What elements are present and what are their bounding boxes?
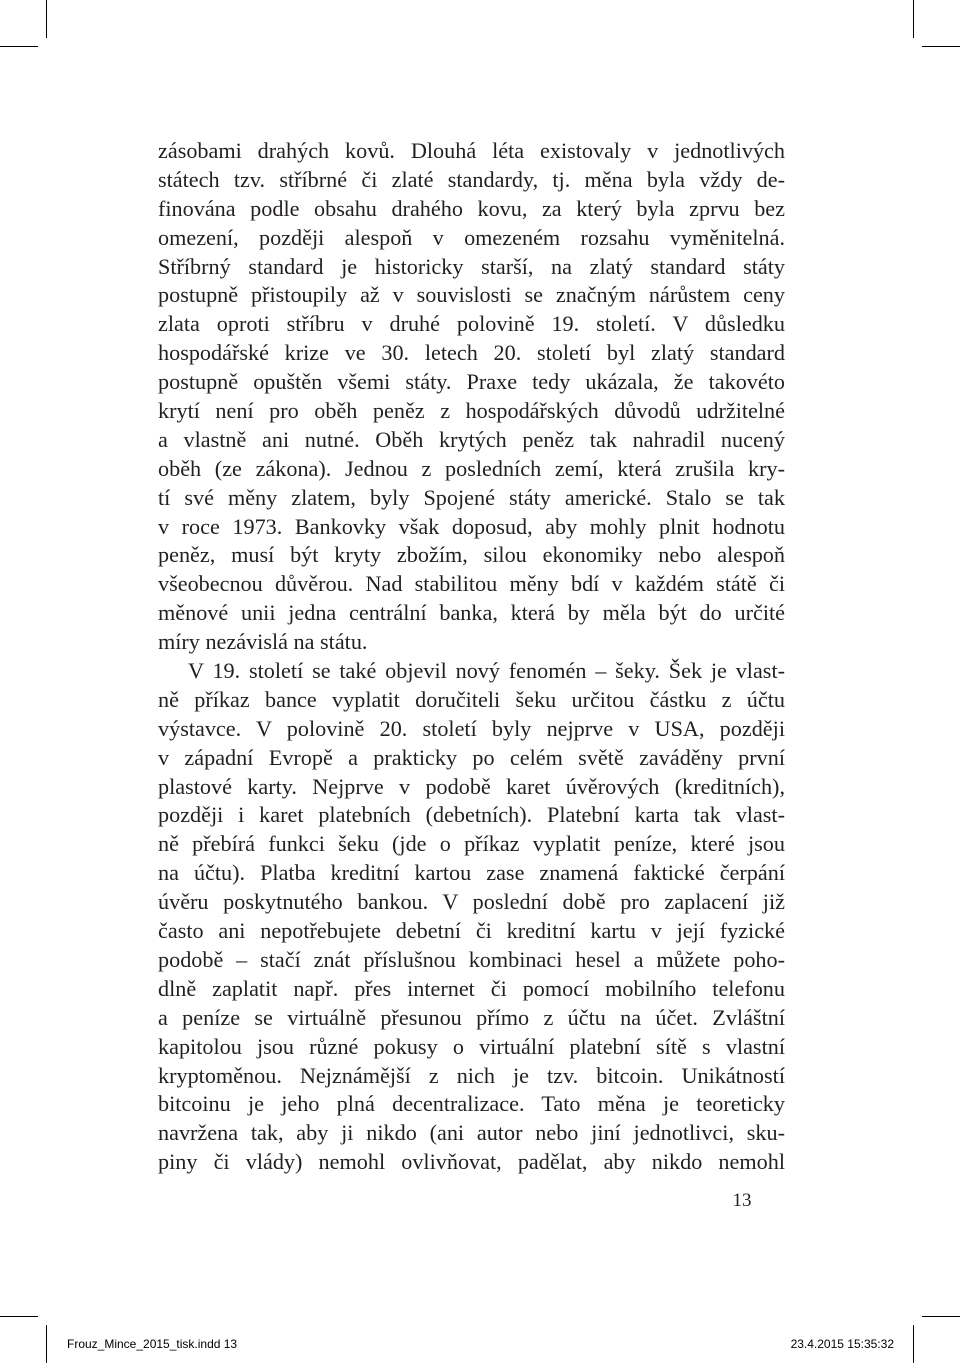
crop-mark-right-top xyxy=(922,46,960,47)
crop-mark-right-bottom xyxy=(922,1316,960,1317)
body-text xyxy=(158,137,785,1177)
text-line: zlata oproti stříbru v druhé polovině 19. století. V důsledku xyxy=(158,311,785,337)
text-line: a vlastně ani nutné. Oběh krytých peněz tak nahradil nucený xyxy=(158,426,785,452)
text-line: všeobecnou důvěrou. Nad stabilitou měny bdí v každém státě či xyxy=(158,571,785,597)
crop-mark-top-left xyxy=(46,0,47,38)
text-line: bitcoinu je jeho plná decentralizace. Tato měna je teoreticky xyxy=(158,1091,785,1117)
text-line: omezení, později alespoň v omezeném rozsahu vyměnitelná. xyxy=(158,224,785,250)
text-line: plastové karty. Nejprve v podobě karet úvěrových (kreditních), xyxy=(158,773,785,799)
text-line: kapitolou jsou různé pokusy o virtuální platební sítě s vlastní xyxy=(158,1033,785,1059)
crop-mark-bottom-left xyxy=(46,1325,47,1363)
text-line: hospodářské krize ve 30. letech 20. století byl zlatý standard xyxy=(158,340,785,366)
slug-file-name: Frouz_Mince_2015_tisk.indd 13 xyxy=(67,1337,238,1351)
text-line: výstavce. V polovině 20. století byly nejprve v USA, později xyxy=(158,715,785,741)
text-line: piny či vlády) nemohl ovlivňovat, padělat, aby nikdo nemohl xyxy=(158,1149,785,1175)
text-line: a peníze se virtuálně přesunou přímo z účtu na účet. Zvláštní xyxy=(158,1004,785,1030)
text-line: v západní Evropě a prakticky po celém světě zaváděny první xyxy=(158,744,785,770)
text-line: státech tzv. stříbrné či zlaté standardy, tj. měna byla vždy de- xyxy=(158,166,785,192)
text-line: podobě – stačí znát příslušnou kombinaci hesel a můžete poho- xyxy=(158,946,785,972)
text-line: finována podle obsahu drahého kovu, za který byla zprvu bez xyxy=(158,195,785,221)
crop-mark-top-right xyxy=(913,0,914,38)
text-line: kryptoměnou. Nejznámější z nich je tzv. bitcoin. Unikátností xyxy=(158,1062,785,1088)
text-line: navržena tak, aby ji nikdo (ani autor nebo jiní jednotlivci, sku- xyxy=(158,1120,785,1146)
crop-mark-bottom-right xyxy=(913,1325,914,1363)
text-line: měnové unii jedna centrální banka, která by měla být do určité xyxy=(158,600,785,626)
text-line: postupně opuštěn všemi státy. Praxe tedy ukázala, že takovéto xyxy=(158,369,785,395)
text-line: V 19. století se také objevil nový fenomén – šeky. Šek je vlast- xyxy=(188,658,785,684)
text-line: ně přebírá funkci šeku (jde o příkaz vyplatit peníze, které jsou xyxy=(158,831,785,857)
text-line: v roce 1973. Bankovky však doposud, aby mohly plnit hodnotu xyxy=(158,513,785,539)
text-line: na účtu). Platba kreditní kartou zase znamená faktické čerpání xyxy=(158,860,785,886)
text-line: úvěru poskytnutého bankou. V poslední době pro zaplacení již xyxy=(158,889,785,915)
text-line: oběh (ze zákona). Jednou z posledních zemí, která zrušila kry- xyxy=(158,455,785,481)
text-line: ně příkaz bance vyplatit doručiteli šeku určitou částku z účtu xyxy=(158,686,785,712)
text-line: dlně zaplatit např. přes internet či pomocí mobilního telefonu xyxy=(158,975,785,1001)
text-line: tí své měny zlatem, byly Spojené státy americké. Stalo se tak xyxy=(158,484,785,510)
text-line: často ani nepotřebujete debetní či kreditní kartu v její fyzické xyxy=(158,918,785,944)
slug-datetime: 23.4.2015 15:35:32 xyxy=(790,1337,894,1351)
text-line: míry nezávislá na státu. xyxy=(158,629,368,655)
page-number: 13 xyxy=(732,1190,752,1211)
crop-mark-left-bottom xyxy=(0,1316,38,1317)
text-line: později i karet platebních (debetních). Platební karta tak vlast- xyxy=(158,802,785,828)
text-line: postupně přistoupily až v souvislosti se značným nárůstem ceny xyxy=(158,282,785,308)
text-line: peněz, musí být kryty zbožím, silou ekonomiky nebo alespoň xyxy=(158,542,785,568)
text-line: zásobami drahých kovů. Dlouhá léta existovaly v jednotlivých xyxy=(158,138,785,163)
text-line: krytí není pro oběh peněz z hospodářských důvodů udržitelné xyxy=(158,398,785,424)
crop-mark-left-top xyxy=(0,46,38,47)
text-line: Stříbrný standard je historicky starší, na zlatý standard státy xyxy=(158,253,785,279)
